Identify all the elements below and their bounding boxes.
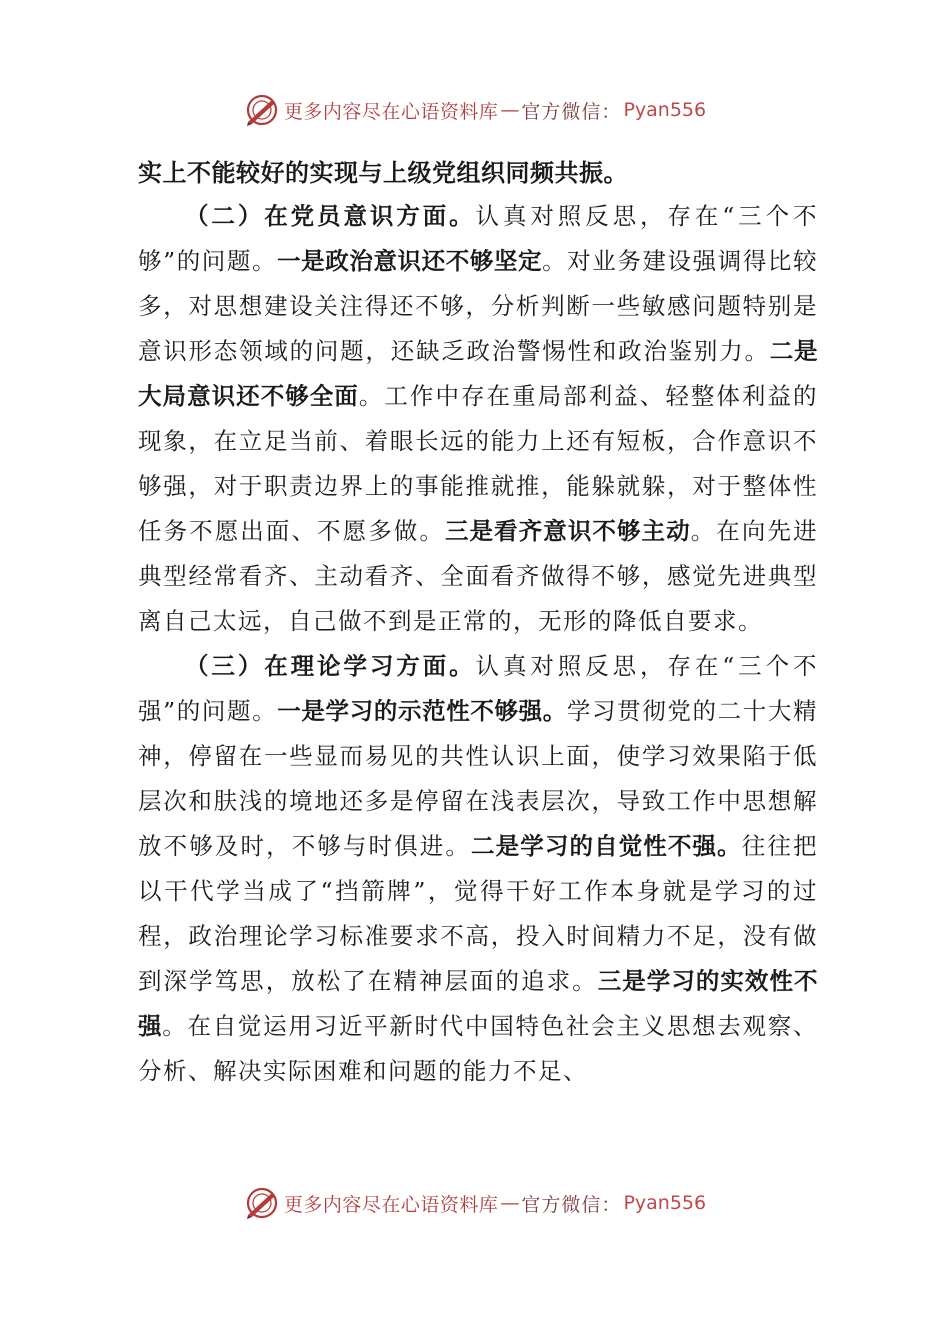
pen-circle-icon [244,1185,280,1221]
point-text: 。工作中存在重局部利益、轻整体利益的现象，在立足当前、着眼长远的能力上还有短板，合作意识不够强，对于职责边界上的事能推就推，能躲就躲，对于整体性任务不愿出面、不愿多做。 [138,382,819,545]
point-text: 。在向先进典型经常看齐、主动看齐、全面看齐做得不够，感觉先进典型离自己太远，自己做不到是正常的，无形的降低自要求。 [138,517,819,635]
point-title: 一是学习的示范性不够强。 [277,697,567,725]
document-body [138,152,818,1094]
section-heading: （三）在理论学习方面。 [185,652,476,680]
banner-dash: — [500,1192,520,1214]
banner-dash: — [500,99,520,121]
point-text: 往往把以干代学当成了“挡箭牌”，觉得干好工作本身就是学习的过程，政治理论学习标准要求不高，投入时间精力不足，没有做到深学笃思，放松了在精神层面的追求。 [138,832,819,995]
header-banner [0,90,950,130]
point-text: 学习贯彻党的二十大精神，停留在一些显而易见的共性认识上面，使学习效果陷于低层次和肤浅的境地还多是停留在浅表层次，导致工作中思想解放不够及时，不够与时俱进。 [138,697,819,860]
point-text: 。在自觉运用习近平新时代中国特色社会主义思想去观察、分析、解决实际困难和问题的能力不足、 [138,1012,819,1085]
point-title: 一是政治意识还不够坚定 [277,247,543,275]
banner-wechat-id: Pyan556 [623,1192,707,1214]
banner-contact-label: 官方微信： [521,100,622,123]
banner-wechat-id: Pyan556 [623,99,707,121]
point-title: 三是学习的实效性不强 [138,967,819,1040]
section-theory-study [138,644,818,1094]
banner-brand: 更多内容尽在心语资料库 [283,1193,499,1216]
point-text: 。对业务建设强调得比较多，对思想建设关注得还不够，分析判断一些敏感问题特别是意识形态领域的问题，还缺乏政治警惕性和政治鉴别力。 [138,247,819,365]
pen-circle-icon [244,92,280,128]
footer-banner [0,1183,950,1223]
section-party-awareness [138,194,818,644]
banner-contact-label: 官方微信： [521,1193,622,1216]
section-intro: 认真对照反思，存在“三个不强”的问题。 [138,652,819,725]
continuation-line: 实上不能较好的实现与上级党组织同频共振。 [138,159,628,187]
section-heading: （二）在党员意识方面。 [185,202,476,230]
point-title: 三是看齐意识不够主动 [444,517,691,545]
section-intro: 认真对照反思，存在“三个不够”的问题。 [138,202,819,275]
banner-brand: 更多内容尽在心语资料库 [283,100,499,123]
point-title: 二是大局意识还不够全面 [138,337,819,410]
point-title: 二是学习的自觉性不强。 [471,832,742,860]
